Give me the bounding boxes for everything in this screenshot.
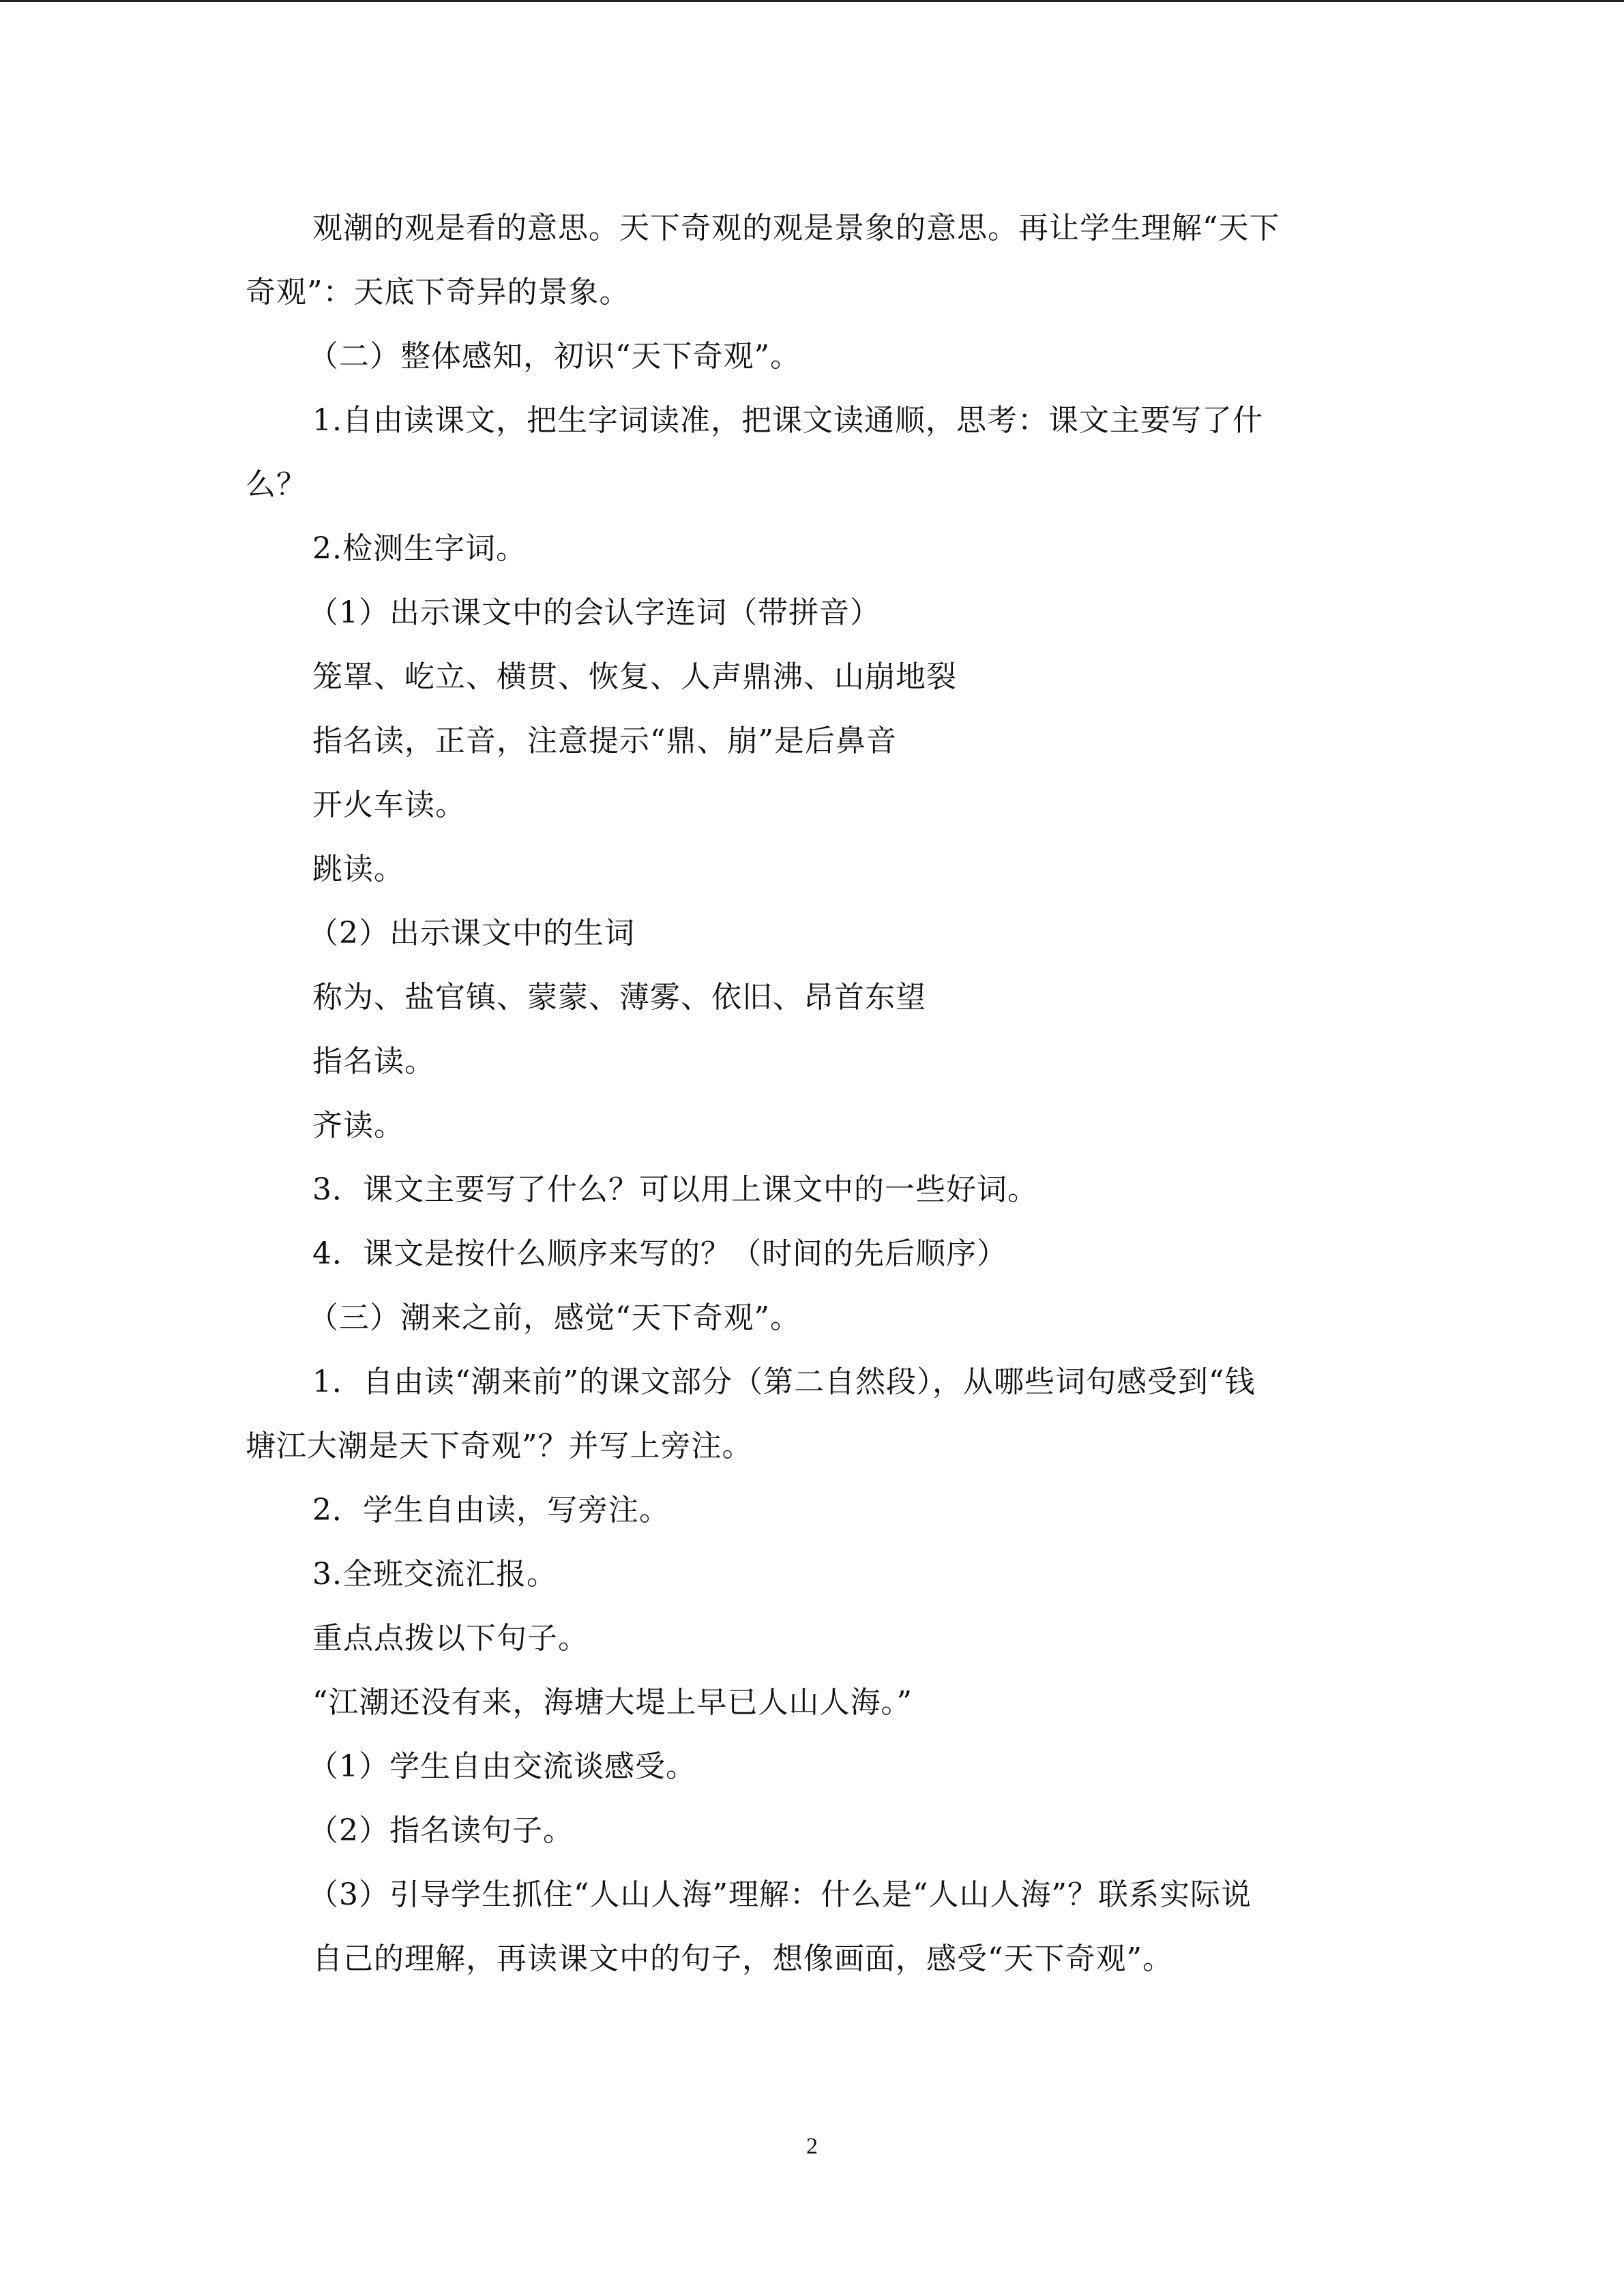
paragraph-line: 1．自由读“潮来前”的课文部分（第二自然段），从哪些词句感受到“钱 [312,1365,1256,1399]
paragraph-line: （1）学生自由交流谈感受。 [308,1749,696,1784]
paragraph-line: （2）出示课文中的生词 [308,916,635,951]
paragraph-line: 自己的理解，再读课文中的句子，想像画面，感受“天下奇观”。 [312,1941,1173,1976]
paragraph-line: 1.自由读课文，把生字词读准，把课文读通顺，思考：课文主要写了什 [312,403,1263,438]
paragraph-line: 3.全班交流汇报。 [312,1557,557,1592]
paragraph-line: （3）引导学生抓住“人山人海”理解：什么是“人山人海”？联系实际说 [308,1877,1252,1912]
paragraph-line: 2．学生自由读，写旁注。 [312,1493,670,1527]
paragraph-line: 3．课文主要写了什么？可以用上课文中的一些好词。 [312,1172,1038,1207]
paragraph-line: 齐读。 [312,1108,404,1143]
paragraph-line: 跳读。 [312,852,404,886]
paragraph-line: 塘江大潮是天下奇观”？并写上旁注。 [246,1429,753,1463]
paragraph-line: 2.检测生字词。 [312,531,527,566]
paragraph-line: 4．课文是按什么顺序来写的？（时间的先后顺序） [312,1236,1007,1271]
page-number: 2 [806,2134,818,2159]
document-body [246,196,1378,1991]
paragraph-line: 开火车读。 [312,788,466,822]
page-top-border [0,0,1624,2]
quoted-sentence: “江潮还没有来，海塘大堤上早已人山人海。” [312,1685,913,1720]
section-heading-3: （三）潮来之前，感觉“天下奇观”。 [308,1300,801,1335]
paragraph-line: 重点点拨以下句子。 [312,1621,589,1656]
paragraph-line: （2）指名读句子。 [308,1813,574,1848]
paragraph-line: 称为、盐官镇、蒙蒙、薄雾、依旧、昂首东望 [312,980,926,1015]
paragraph-line: 笼罩、屹立、横贯、恢复、人声鼎沸、山崩地裂 [312,659,957,694]
paragraph-line: （1）出示课文中的会认字连词（带拼音） [308,595,881,630]
paragraph-line: 么？ [246,467,307,502]
paragraph-line: 指名读，正音，注意提示“鼎、崩”是后鼻音 [312,724,897,758]
paragraph-line: 指名读。 [312,1044,435,1079]
section-heading-2: （二）整体感知，初识“天下奇观”。 [308,339,801,374]
paragraph-line: 奇观”：天底下奇异的景象。 [246,275,630,310]
paragraph-line: 观潮的观是看的意思。天下奇观的观是景象的意思。再让学生理解“天下 [312,211,1280,245]
